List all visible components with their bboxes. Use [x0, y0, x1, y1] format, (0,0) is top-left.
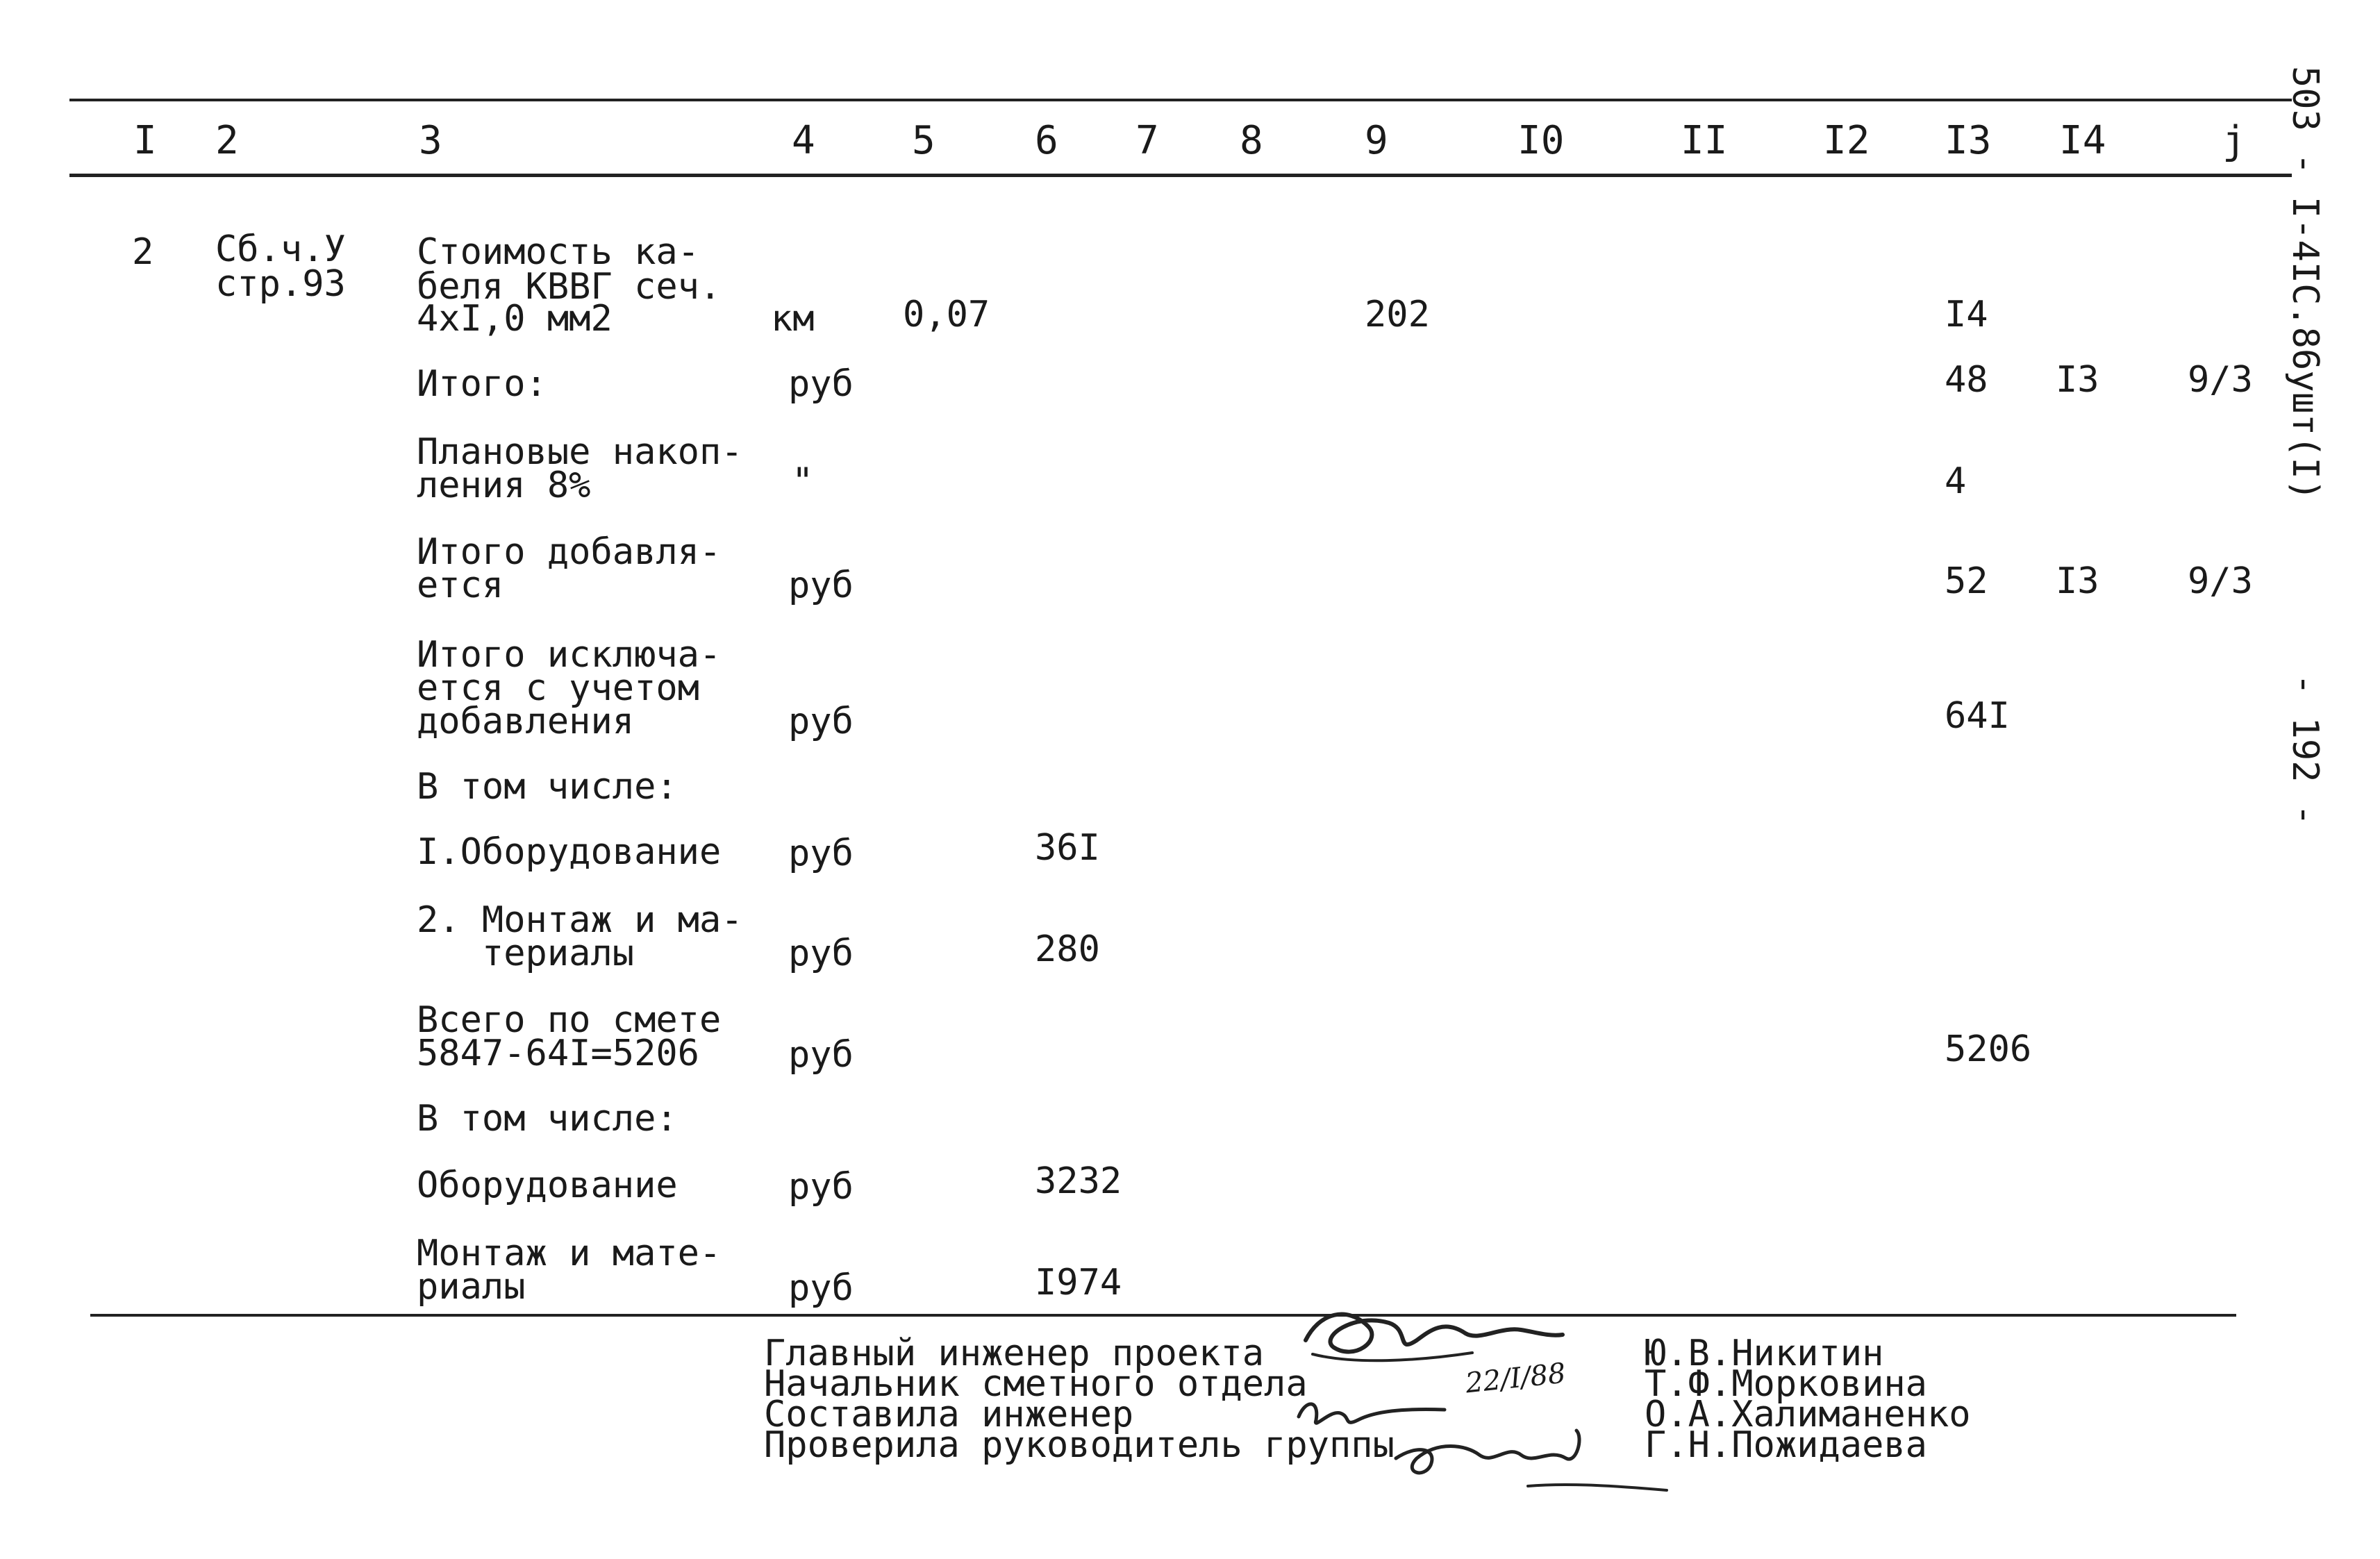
unit: км — [771, 298, 815, 340]
value-col-14: I3 — [2056, 359, 2099, 401]
unit: руб — [788, 933, 854, 974]
value-col-6: 280 — [1035, 928, 1100, 970]
description-line: Монтаж и мате- — [417, 1233, 722, 1274]
value-col-13: 52 — [1945, 560, 1988, 602]
description-line: 4хI,0 мм2 — [417, 298, 613, 340]
signature-name: Г.Н.Пожидаева — [1645, 1424, 1927, 1466]
reference-line: стр.93 — [215, 263, 346, 305]
document-code: 503 - I-4IC.86ушт(I) — [2284, 66, 2326, 501]
col-header-1: I — [133, 118, 157, 163]
description-line: 5847-64I=5206 — [417, 1033, 699, 1074]
col-header-7: 7 — [1135, 118, 1159, 163]
description-line: риалы — [417, 1266, 526, 1308]
signature-name: Т.Ф.Морковина — [1645, 1363, 1927, 1405]
page-number: - 192 - — [2284, 674, 2326, 826]
col-header-3: 3 — [419, 118, 442, 163]
value-col-13: 4 — [1945, 460, 1967, 502]
col-header-6: 6 — [1035, 118, 1058, 163]
col-header-4: 4 — [792, 118, 815, 163]
quantity: 0,07 — [903, 294, 990, 335]
description-line: беля КВВГ сеч. — [417, 266, 722, 308]
description-line: ется с учетом — [417, 667, 699, 709]
value-col-6: 36I — [1035, 827, 1100, 869]
col-header-10: I0 — [1517, 118, 1565, 163]
col-header-12: I2 — [1823, 118, 1870, 163]
unit: руб — [788, 701, 854, 742]
description-line: В том числе: — [417, 1098, 678, 1140]
col-header-15: j — [2222, 118, 2246, 163]
signature-role: Начальник сметного отдела — [764, 1363, 1308, 1405]
unit: руб — [788, 1267, 854, 1309]
signature-role: Составила инженер — [764, 1394, 1134, 1435]
col-header-11: II — [1681, 118, 1728, 163]
description-line: Всего по смете — [417, 999, 722, 1041]
value-col-15: 9/3 — [2188, 560, 2253, 602]
value-col-13: 64I — [1945, 695, 2010, 737]
unit: руб — [788, 363, 854, 405]
top-rule — [69, 99, 2292, 101]
description-line: Итого исключа- — [417, 634, 722, 676]
unit: руб — [788, 1034, 854, 1076]
description-line: Плановые накоп- — [417, 431, 743, 473]
signature-role: Главный инженер проекта — [764, 1333, 1265, 1374]
description-line: Итого добавля- — [417, 531, 722, 573]
description-line: Итого: — [417, 363, 547, 405]
description-line: ления 8% — [417, 465, 591, 506]
description-line: I.Оборудование — [417, 831, 722, 873]
value-col-15: 9/3 — [2188, 359, 2253, 401]
value-col-6: 3232 — [1035, 1160, 1122, 1202]
header-rule — [69, 174, 2292, 177]
unit: руб — [788, 833, 854, 874]
value-col-13: I4 — [1945, 294, 1988, 335]
signature-role: Проверила руководитель группы — [764, 1424, 1395, 1466]
description-line: ется — [417, 565, 504, 606]
value-col-9: 202 — [1365, 294, 1430, 335]
col-header-8: 8 — [1240, 118, 1263, 163]
col-header-9: 9 — [1365, 118, 1388, 163]
value-col-6: I974 — [1035, 1262, 1122, 1303]
signature-name: О.А.Халиманенко — [1645, 1394, 1971, 1435]
unit: " — [792, 460, 814, 502]
col-header-13: I3 — [1945, 118, 1992, 163]
col-header-14: I4 — [2059, 118, 2106, 163]
description-line: добавления — [417, 701, 635, 742]
col-header-2: 2 — [215, 118, 239, 163]
unit: руб — [788, 565, 854, 606]
bottom-rule — [90, 1314, 2236, 1317]
unit: руб — [788, 1166, 854, 1208]
value-col-13: 5206 — [1945, 1028, 2032, 1070]
description-line: 2. Монтаж и ма- — [417, 899, 743, 941]
reference-line: Сб.ч.У — [215, 228, 346, 270]
description-line: Стоимость ка- — [417, 231, 699, 273]
description-line: Оборудование — [417, 1165, 678, 1206]
value-col-14: I3 — [2056, 560, 2099, 602]
col-header-5: 5 — [912, 118, 935, 163]
description-line: териалы — [417, 933, 635, 974]
value-col-13: 48 — [1945, 359, 1988, 401]
signature-name: Ю.В.Никитин — [1645, 1333, 1884, 1374]
description-line: В том числе: — [417, 766, 678, 808]
handwritten-signature-3 — [1389, 1417, 1681, 1500]
row-number: 2 — [132, 231, 154, 273]
signature-date: 22/I/88 — [1463, 1357, 1567, 1400]
